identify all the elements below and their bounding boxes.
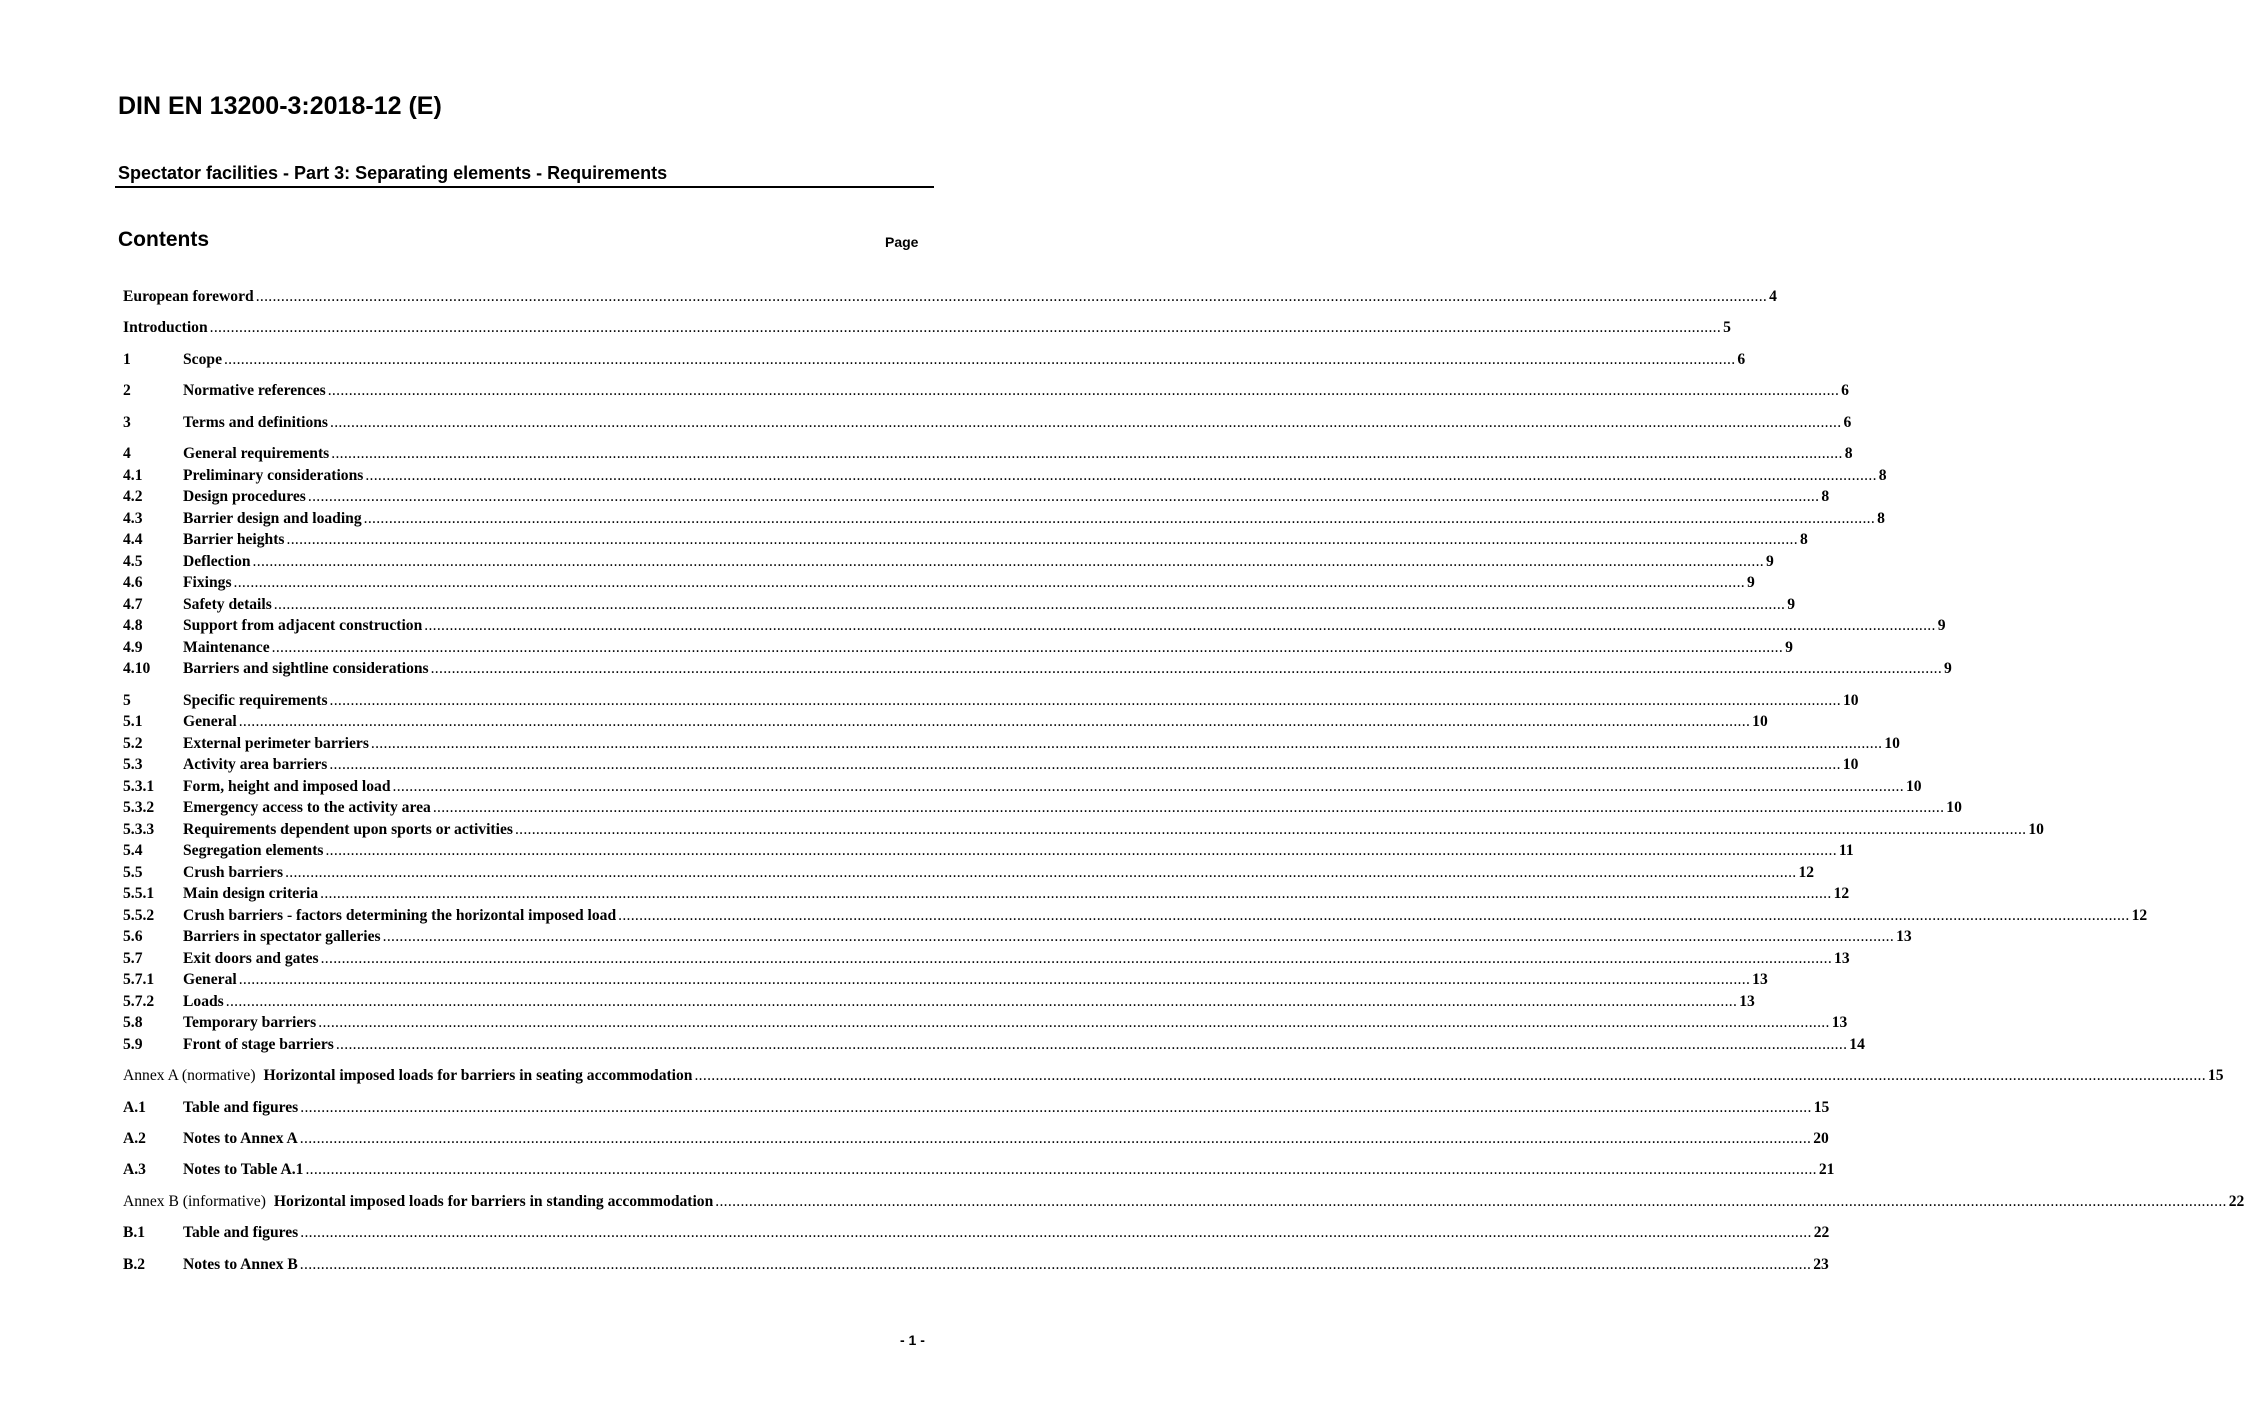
- toc-entry-title: Preliminary considerations: [183, 467, 364, 484]
- toc-entry-4-5[interactable]: [123, 551, 1774, 573]
- toc-entry-a-1[interactable]: [123, 1097, 1830, 1119]
- toc-entry-title: Notes to Table A.1: [183, 1161, 304, 1178]
- toc-leader-dots: [226, 991, 1737, 1013]
- toc-entry-title: Table and figures: [183, 1099, 299, 1116]
- toc-entry-number: 3: [123, 414, 131, 431]
- toc-entry-a-2[interactable]: [123, 1128, 1829, 1150]
- toc-leader-dots: [694, 1065, 2205, 1087]
- toc-leader-dots: [285, 862, 1796, 884]
- toc-entry-5-5-1[interactable]: [123, 883, 1850, 905]
- toc-leader-dots: [300, 1097, 1811, 1119]
- toc-entry-4-8[interactable]: [123, 615, 1946, 637]
- contents-heading: Contents: [118, 228, 209, 251]
- toc-entry-number: 5.4: [123, 842, 143, 859]
- toc-entry-title: Barrier heights: [183, 531, 285, 548]
- toc-entry-page: 10: [1842, 692, 1859, 709]
- toc-entry-5-6[interactable]: [123, 926, 1912, 948]
- toc-entry-title: General requirements: [183, 445, 330, 462]
- toc-leader-dots: [336, 1034, 1847, 1056]
- toc-entry-page: 4: [1769, 288, 1777, 305]
- toc-entry-b-1[interactable]: [123, 1222, 1830, 1244]
- toc-entry-4-7[interactable]: [123, 594, 1796, 616]
- toc-leader-dots: [300, 1254, 1811, 1276]
- toc-entry-title: Barriers and sightline considerations: [183, 660, 429, 677]
- toc-entry-number: A.3: [123, 1161, 146, 1178]
- toc-leader-dots: [515, 819, 2026, 841]
- toc-entry-page: 8: [1821, 488, 1830, 505]
- toc-entry-number: 5.9: [123, 1036, 143, 1053]
- toc-entry-page: 9: [1746, 574, 1755, 591]
- page-column-heading: Page: [885, 234, 919, 250]
- toc-entry-title: Barrier design and loading: [183, 510, 362, 527]
- toc-entry-number: 5.6: [123, 928, 143, 945]
- toc-entry-title: Terms and definitions: [183, 414, 328, 431]
- toc-entry-number: 5.3.1: [123, 778, 155, 795]
- toc-entry-title: Form, height and imposed load: [183, 778, 391, 795]
- toc-entry-2[interactable]: [123, 380, 1849, 402]
- toc-leader-dots: [618, 905, 2129, 927]
- toc-entry-page: 6: [1841, 382, 1849, 399]
- toc-entry-page: 12: [1798, 864, 1815, 881]
- toc-entry-title: Fixings: [183, 574, 232, 591]
- toc-entry-page: 8: [1844, 445, 1853, 462]
- toc-leader-dots: [318, 1012, 1829, 1034]
- toc-entry-5-3-2[interactable]: [123, 797, 1962, 819]
- toc-entry-number: 4.6: [123, 574, 143, 591]
- toc-entry-page: 8: [1877, 510, 1885, 527]
- toc-entry-number: 4.4: [123, 531, 143, 548]
- toc-leader-dots: [433, 797, 1944, 819]
- toc-entry-page: 11: [1838, 842, 1854, 859]
- toc-entry-number: 5.3.3: [123, 821, 155, 838]
- toc-entry-title: Notes to Annex A: [183, 1130, 298, 1147]
- toc-entry-title: Scope: [183, 351, 222, 368]
- toc-entry-b-2[interactable]: [123, 1254, 1829, 1276]
- toc-entry-title: Specific requirements: [183, 692, 328, 709]
- toc-entry-page: 9: [1785, 639, 1793, 656]
- page-number: - 1 -: [900, 1332, 925, 1348]
- toc-entry-4-10[interactable]: [123, 658, 1952, 680]
- toc-entry-number: 2: [123, 382, 131, 399]
- toc-leader-dots: [321, 948, 1832, 970]
- toc-entry-number: 5.1: [123, 713, 143, 730]
- toc-entry-page: 14: [1849, 1036, 1865, 1053]
- toc-leader-dots: [287, 529, 1798, 551]
- toc-entry-number: 4.10: [123, 660, 151, 677]
- toc-entry-title: Notes to Annex B: [183, 1256, 298, 1273]
- toc-entry-page: 13: [1834, 950, 1850, 967]
- toc-entry-number: 5.7.2: [123, 993, 155, 1010]
- toc-entry-title: General: [183, 971, 237, 988]
- toc-entry-title: Horizontal imposed loads for barriers in standing accommodation: [273, 1193, 714, 1210]
- toc-entry-title: Activity area barriers: [183, 756, 328, 773]
- toc-leader-dots: [364, 508, 1875, 530]
- toc-entry-number: 4.2: [123, 488, 143, 505]
- toc-entry-page: 10: [1905, 778, 1922, 795]
- toc-entry-annex-a[interactable]: [123, 1065, 2224, 1087]
- toc-entry-4-6[interactable]: [123, 572, 1755, 594]
- toc-entry-page: 6: [1843, 414, 1852, 431]
- toc-entry-number: 4.8: [123, 617, 143, 634]
- toc-leader-dots: [330, 690, 1841, 712]
- toc-entry-5-7-1[interactable]: [123, 969, 1768, 991]
- toc-entry-4-4[interactable]: [123, 529, 1808, 551]
- toc-entry-4-1[interactable]: [123, 465, 1887, 487]
- toc-entry-page: 13: [1896, 928, 1912, 945]
- toc-entry-title: Loads: [183, 993, 224, 1010]
- toc-entry-title: Requirements dependent upon sports or activities: [183, 821, 513, 838]
- toc-annex-label: Annex A (normative): [123, 1067, 256, 1084]
- toc-entry-european-foreword[interactable]: [123, 286, 1777, 308]
- toc-entry-number: 5.5.2: [123, 907, 155, 924]
- toc-entry-number: 4.9: [123, 639, 143, 656]
- toc-entry-1[interactable]: [123, 349, 1746, 371]
- toc-entry-5-4[interactable]: [123, 840, 1854, 862]
- document-subtitle: Spectator facilities - Part 3: Separating elements - Requirements: [118, 163, 668, 183]
- toc-entry-4[interactable]: [123, 443, 1853, 465]
- toc-leader-dots: [256, 286, 1767, 308]
- toc-entry-page: 12: [1833, 885, 1850, 902]
- toc-entry-page: 9: [1937, 617, 1946, 634]
- toc-leader-dots: [210, 317, 1721, 339]
- toc-leader-dots: [300, 1128, 1811, 1150]
- toc-entry-introduction[interactable]: [123, 317, 1731, 339]
- toc-leader-dots: [305, 1159, 1816, 1181]
- toc-leader-dots: [320, 883, 1831, 905]
- toc-entry-a-3[interactable]: [123, 1159, 1835, 1181]
- toc-entry-title: Crush barriers - factors determining the horizontal imposed load: [183, 907, 617, 924]
- toc-entry-page: 15: [2207, 1067, 2224, 1084]
- toc-entry-page: 8: [1799, 531, 1808, 548]
- toc-entry-number: A.2: [123, 1130, 146, 1147]
- toc-entry-number: 5.8: [123, 1014, 143, 1031]
- toc-entry-number: 5.7: [123, 950, 143, 967]
- toc-entry-page: 15: [1813, 1099, 1830, 1116]
- toc-entry-page: 10: [2028, 821, 2044, 838]
- toc-entry-number: B.1: [123, 1224, 146, 1241]
- toc-annex-label: Annex B (informative): [123, 1193, 266, 1210]
- toc-entry-3[interactable]: [123, 412, 1852, 434]
- toc-entry-5-3[interactable]: [123, 754, 1859, 776]
- toc-entry-title: Horizontal imposed loads for barriers in seating accommodation: [263, 1067, 693, 1084]
- toc-entry-page: 9: [1944, 660, 1952, 677]
- toc-entry-title: Maintenance: [183, 639, 270, 656]
- toc-leader-dots: [224, 349, 1735, 371]
- toc-entry-title: Exit doors and gates: [183, 950, 319, 967]
- toc-entry-title: Main design criteria: [183, 885, 319, 902]
- toc-leader-dots: [239, 969, 1750, 991]
- toc-entry-title: Support from adjacent construction: [183, 617, 423, 634]
- toc-entry-number: 4.7: [123, 596, 143, 613]
- toc-entry-5-7-2[interactable]: [123, 991, 1755, 1013]
- document-title: DIN EN 13200-3:2018-12 (E): [118, 92, 442, 120]
- toc-entry-page: 9: [1787, 596, 1796, 613]
- toc-entry-number: 5.3: [123, 756, 143, 773]
- toc-entry-number: 5.5: [123, 864, 143, 881]
- toc-entry-title: Segregation elements: [183, 842, 324, 859]
- toc-entry-5-9[interactable]: [123, 1034, 1865, 1056]
- toc-entry-5-7[interactable]: [123, 948, 1850, 970]
- toc-leader-dots: [308, 486, 1819, 508]
- toc-entry-page: 5: [1723, 319, 1731, 336]
- toc-entry-page: 9: [1765, 553, 1774, 570]
- toc-entry-number: 5.3.2: [123, 799, 155, 816]
- toc-leader-dots: [331, 443, 1842, 465]
- toc-entry-page: 12: [2131, 907, 2148, 924]
- toc-entry-number: 4.3: [123, 510, 143, 527]
- toc-entry-annex-b[interactable]: [123, 1191, 2244, 1213]
- toc-entry-number: 1: [123, 351, 131, 368]
- toc-leader-dots: [393, 776, 1904, 798]
- toc-leader-dots: [424, 615, 1935, 637]
- toc-entry-4-2[interactable]: [123, 486, 1830, 508]
- toc-leader-dots: [330, 412, 1841, 434]
- toc-entry-number: 5.2: [123, 735, 143, 752]
- toc-entry-title: Table and figures: [183, 1224, 299, 1241]
- toc-entry-page: 13: [1739, 993, 1755, 1010]
- toc-leader-dots: [300, 1222, 1811, 1244]
- toc-leader-dots: [253, 551, 1764, 573]
- toc-leader-dots: [325, 840, 1836, 862]
- toc-entry-page: 23: [1813, 1256, 1829, 1273]
- toc-leader-dots: [239, 711, 1750, 733]
- toc-entry-title: External perimeter barriers: [183, 735, 369, 752]
- toc-entry-title: Deflection: [183, 553, 251, 570]
- toc-entry-page: 10: [1752, 713, 1768, 730]
- toc-leader-dots: [234, 572, 1745, 594]
- toc-entry-title: Barriers in spectator galleries: [183, 928, 381, 945]
- toc-entry-title: General: [183, 713, 237, 730]
- toc-leader-dots: [715, 1191, 2226, 1213]
- toc-entry-5-3-1[interactable]: [123, 776, 1922, 798]
- toc-leader-dots: [328, 380, 1839, 402]
- toc-leader-dots: [329, 754, 1840, 776]
- toc-entry-title: Temporary barriers: [183, 1014, 317, 1031]
- toc-entry-page: 10: [1884, 735, 1900, 752]
- toc-entry-page: 8: [1878, 467, 1887, 484]
- toc-leader-dots: [371, 733, 1882, 755]
- toc-entry-5-5-2[interactable]: [123, 905, 2148, 927]
- toc-entry-page: 22: [2228, 1193, 2244, 1210]
- toc-entry-number: 4.5: [123, 553, 143, 570]
- toc-entry-title: Crush barriers: [183, 864, 284, 881]
- toc-entry-number: 4: [123, 445, 131, 462]
- toc-entry-number: 5.5.1: [123, 885, 155, 902]
- toc-entry-title: Safety details: [183, 596, 272, 613]
- toc-entry-page: 20: [1813, 1130, 1829, 1147]
- toc-leader-dots: [431, 658, 1942, 680]
- toc-entry-page: 13: [1831, 1014, 1848, 1031]
- toc-leader-dots: [272, 637, 1783, 659]
- toc-entry-4-9[interactable]: [123, 637, 1793, 659]
- toc-entry-page: 22: [1813, 1224, 1830, 1241]
- toc-entry-title: European foreword: [123, 288, 254, 305]
- toc-entry-title: Emergency access to the activity area: [183, 799, 431, 816]
- toc-entry-5-2[interactable]: [123, 733, 1900, 755]
- toc-entry-5-1[interactable]: [123, 711, 1768, 733]
- toc-leader-dots: [365, 465, 1876, 487]
- toc-entry-title: Normative references: [183, 382, 326, 399]
- toc-entry-page: 10: [1946, 799, 1962, 816]
- toc-entry-title: Design procedures: [183, 488, 306, 505]
- toc-entry-page: 13: [1752, 971, 1768, 988]
- toc-entry-5[interactable]: [123, 690, 1859, 712]
- toc-entry-4-3[interactable]: [123, 508, 1885, 530]
- toc-leader-dots: [274, 594, 1785, 616]
- toc-entry-page: 21: [1818, 1161, 1835, 1178]
- toc-entry-5-5[interactable]: [123, 862, 1815, 884]
- toc-entry-number: B.2: [123, 1256, 146, 1273]
- toc-entry-number: 5: [123, 692, 131, 709]
- toc-entry-5-3-3[interactable]: [123, 819, 2044, 841]
- toc-entry-title: Front of stage barriers: [183, 1036, 334, 1053]
- toc-leader-dots: [383, 926, 1894, 948]
- toc-entry-number: 4.1: [123, 467, 143, 484]
- toc-entry-page: 6: [1737, 351, 1746, 368]
- toc-entry-5-8[interactable]: [123, 1012, 1848, 1034]
- toc-entry-number: 5.7.1: [123, 971, 155, 988]
- toc-entry-title: Introduction: [123, 319, 208, 336]
- toc-entry-number: A.1: [123, 1099, 146, 1116]
- toc-entry-page: 10: [1842, 756, 1859, 773]
